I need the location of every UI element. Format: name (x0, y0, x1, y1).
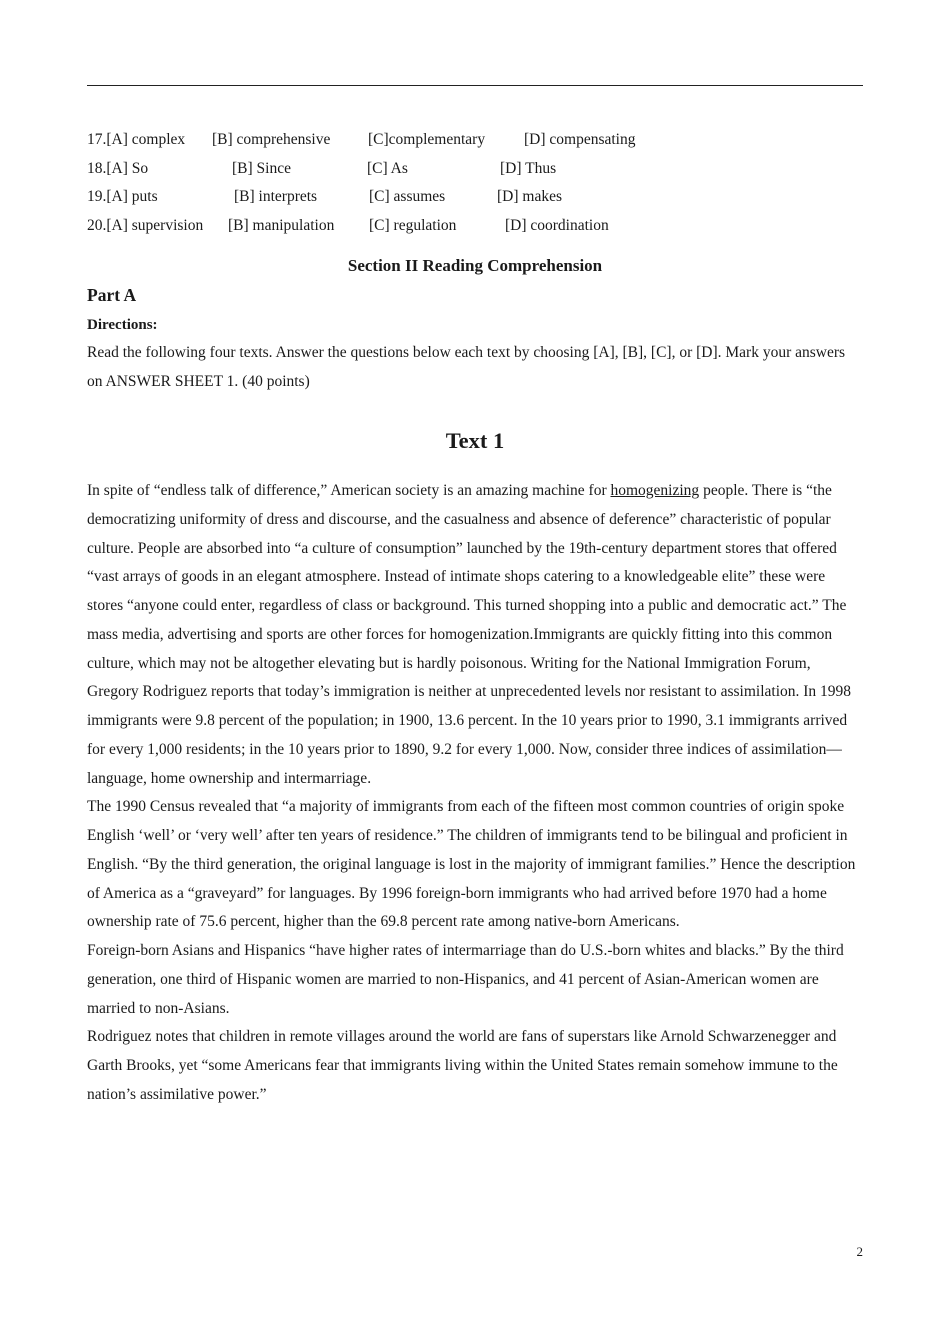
option-c: [C] assumes (369, 188, 446, 206)
paragraph-3: Foreign-born Asians and Hispanics “have higher rates of intermarriage than do U.S.-born whites and blacks.” By the third generation, one third of Hispanic women are married to non-Hispanics, and 41 percent of Asian-American women are married to non-Asians. (87, 942, 844, 1017)
option-b: [B] Since (232, 159, 291, 177)
directions-label: Directions: (87, 317, 158, 333)
paragraph-4: Rodriguez notes that children in remote villages around the world are fans of superstars like Arnold Schwarzenegger and Garth Brooks, yet “some Americans fear that immigrants living within the United States remain somehow immune to the nation’s assimilative power.” (87, 1028, 838, 1103)
option-row-18 (87, 155, 863, 184)
option-b: [B] interprets (234, 188, 318, 206)
paragraph-1: In spite of “endless talk of difference,” American society is an amazing machine for homogenizing people. There is “the democratizing uniformity of dress and discourse, and the casualness and absence of deference” characteristic of popular culture. People are absorbed into “a culture of consumption” launched by the 19th-century department stores that offered “vast arrays of goods in an elegant atmosphere. Instead of intimate shops catering to a knowledgeable elite” these were stores “anyone could enter, regardless of class or background. This turned shopping into a public and democratic act.” The mass media, advertising and sports are other forces for homogenization.Immigrants are quickly fitting into this common culture, which may not be altogether elevating but is hardly poisonous. Writing for the National Immigration Forum, Gregory Rodriguez reports that today’s immigration is neither at unprecedented levels nor resistant to assimilation. In 1998 immigrants were 9.8 percent of the population; in 1900, 13.6 percent. In the 10 years prior to 1990, 3.1 immigrants arrived for every 1,000 residents; in the 10 years prior to 1890, 9.2 for every 1,000. Now, consider three indices of assimilation—language, home ownership and intermarriage. (87, 482, 852, 787)
header-rule (87, 85, 863, 86)
passage-body (87, 477, 864, 1110)
option-b: [B] comprehensive (212, 131, 331, 148)
answer-options (87, 126, 863, 241)
option-row-19 (87, 183, 863, 212)
option-a: 20.[A] supervision (87, 217, 204, 235)
option-d: [D] makes (497, 188, 562, 206)
underlined-word: homogenizing (610, 482, 700, 499)
option-c: [C] regulation (369, 217, 457, 235)
option-c: [C]complementary (368, 131, 486, 148)
section-title: Section II Reading Comprehension (347, 256, 603, 275)
option-a: 18.[A] So (87, 159, 149, 177)
option-c: [C] As (367, 159, 408, 177)
option-d: [D] coordination (505, 217, 609, 235)
option-d: [D] Thus (500, 159, 557, 177)
option-d: [D] compensating (524, 131, 636, 148)
page-number: 2 (856, 1244, 863, 1259)
text-title: Text 1 (445, 428, 505, 453)
option-row-17 (87, 126, 863, 155)
option-a: 19.[A] puts (87, 188, 158, 206)
directions-text: Read the following four texts. Answer the questions below each text by choosing [A], [B], [C], or [D]. Mark your answers on ANSWER SHEET 1. (40 points) (87, 344, 846, 390)
paragraph-2: The 1990 Census revealed that “a majority of immigrants from each of the fifteen most common countries of origin spoke English ‘well’ or ‘very well’ after ten years of residence.” The children of immigrants tend to be bilingual and proficient in English. “By the third generation, the original language is lost in the majority of immigrant families.” Hence the description of America as a “graveyard” for languages. By 1996 foreign-born immigrants who had arrived before 1970 had a home ownership rate of 75.6 percent, higher than the 69.8 percent rate among native-born Americans. (87, 798, 856, 931)
option-b: [B] manipulation (228, 217, 335, 235)
part-heading: Part A (87, 285, 137, 305)
option-row-20 (87, 212, 863, 241)
option-a: 17.[A] complex (87, 131, 186, 148)
